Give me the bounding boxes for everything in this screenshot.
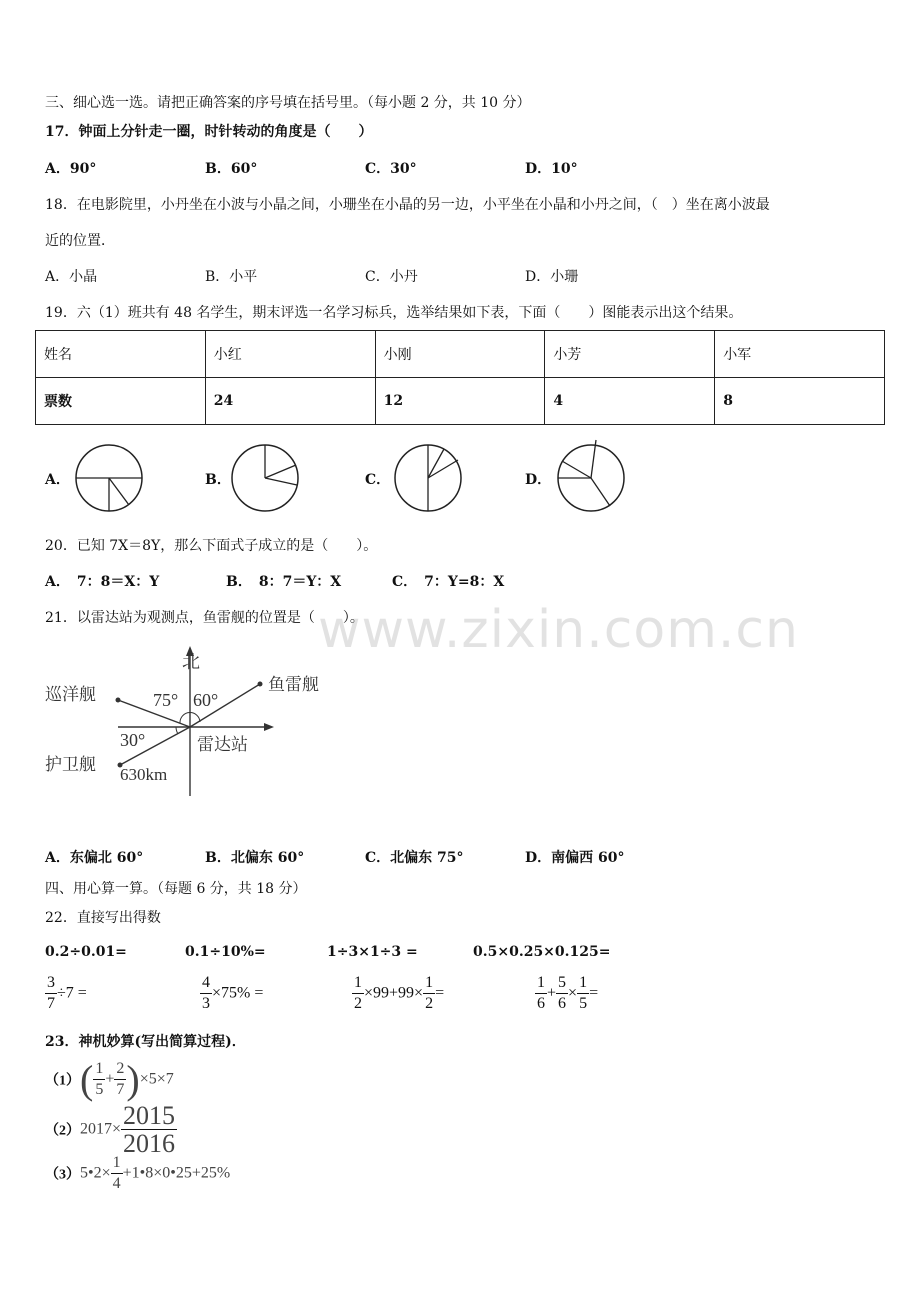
radar-label: 雷达站 [197, 735, 248, 754]
table-row [36, 331, 885, 378]
q18-stem-line1: 18．在电影院里，小丹坐在小波与小晶之间，小珊坐在小晶的另一边，小平坐在小晶和小丹之间，（ ）坐在离小波最 [45, 197, 770, 213]
q22-item-2: 0.1÷10%= [185, 944, 266, 960]
q22-item-1: 0.2÷0.01= [45, 944, 127, 960]
q22-expression-5 [45, 973, 87, 1014]
table-cell: 12 [375, 378, 545, 425]
q18-option-b: B．小平 [205, 269, 258, 285]
numerator: 5 [556, 973, 568, 994]
numerator: 1 [577, 973, 589, 994]
angle-30-label: 30° [120, 730, 146, 750]
q21-option-b: B．北偏东 60° [205, 850, 305, 866]
table-cell: 小芳 [545, 331, 715, 378]
expression-tail: ÷7 = [57, 984, 87, 1002]
operator: + [547, 984, 557, 1002]
q23-part-2 [45, 1102, 177, 1157]
numerator: 2015 [123, 1101, 176, 1130]
expression-tail: +1•8×0•25+25% [122, 1164, 231, 1182]
q22-item-4: 0.5×0.25×0.125= [473, 944, 611, 960]
q17-option-b: B．60° [205, 161, 258, 177]
radar-direction-diagram [40, 640, 340, 800]
part-label: （3） [45, 1167, 80, 1183]
table-cell: 票数 [36, 378, 206, 425]
q22-expression-8 [535, 973, 598, 1014]
q21-stem: 21．以雷达站为观测点，鱼雷舰的位置是（ ）。 [45, 610, 364, 626]
north-label: 北 [182, 652, 200, 672]
q22-expression-6 [200, 973, 263, 1014]
table-cell: 姓名 [36, 331, 206, 378]
numerator: 1 [423, 973, 435, 994]
pie-chart-b [229, 442, 301, 514]
right-paren: ) [126, 1057, 140, 1102]
q19-option-c-label: C． [365, 472, 391, 488]
expression-head: 5•2× [80, 1164, 111, 1182]
q17-stem: 17．钟面上分针走一圈，时针转动的角度是（ ） [45, 124, 373, 140]
denominator: 2 [425, 995, 434, 1012]
denominator: 2016 [123, 1129, 176, 1158]
expression-head: 2017× [80, 1120, 122, 1138]
expression-middle: ×99+99× [364, 984, 424, 1002]
q19-option-b-label: B． [205, 472, 231, 488]
q17-option-d: D．10° [525, 161, 578, 177]
q20-option-b: B． 8：7＝Y：X [226, 574, 342, 590]
table-row [36, 378, 885, 425]
q23-part-3 [45, 1153, 230, 1194]
denominator: 4 [112, 1175, 121, 1192]
expression-tail: = [435, 984, 445, 1002]
table-cell: 8 [715, 378, 885, 425]
denominator: 6 [537, 995, 545, 1012]
table-cell: 小军 [715, 331, 885, 378]
left-paren: ( [80, 1057, 94, 1102]
denominator: 7 [47, 995, 55, 1012]
q18-option-d: D．小珊 [525, 269, 579, 285]
denominator: 5 [95, 1081, 104, 1098]
q21-option-a: A．东偏北 60° [45, 850, 144, 866]
q19-option-a-label: A． [45, 472, 70, 488]
q21-option-c: C．北偏东 75° [365, 850, 464, 866]
q18-option-a: A．小晶 [45, 269, 98, 285]
numerator: 1 [93, 1059, 105, 1080]
numerator: 1 [352, 973, 364, 994]
table-cell: 24 [205, 378, 375, 425]
vote-table [35, 330, 885, 425]
pie-chart-c [392, 442, 464, 514]
cruiser-label: 巡洋舰 [45, 685, 96, 704]
table-cell: 小刚 [375, 331, 545, 378]
expression-tail: ×5×7 [139, 1070, 174, 1088]
operator: × [568, 984, 578, 1002]
q17-option-a: A．90° [45, 161, 97, 177]
pie-chart-a [73, 442, 145, 514]
angle-60-label: 60° [193, 690, 219, 710]
denominator: 5 [579, 995, 588, 1012]
expression-tail: ×75% = [212, 984, 264, 1002]
operator: + [105, 1070, 115, 1088]
table-cell: 4 [545, 378, 715, 425]
q19-option-d-label: D． [525, 472, 552, 488]
numerator: 1 [535, 973, 547, 994]
denominator: 7 [116, 1081, 125, 1098]
q18-stem-line2: 近的位置． [45, 233, 115, 249]
part-label: （1） [45, 1073, 80, 1089]
q23-stem: 23．神机妙算(写出简算过程)． [45, 1034, 246, 1050]
q17-option-c: C．30° [365, 161, 417, 177]
denominator: 3 [202, 995, 210, 1012]
q22-expression-7 [352, 973, 444, 1014]
expression-tail: = [589, 984, 599, 1002]
q20-option-a: A． 7：8＝X：Y [45, 574, 160, 590]
q23-part-1 [45, 1056, 174, 1103]
torpedo-label: 鱼雷舰 [268, 675, 319, 694]
watermark: www.zixin.com.cn [318, 600, 799, 660]
numerator: 4 [200, 973, 212, 994]
q20-option-c: C． 7：Y=8：X [392, 574, 505, 590]
numerator: 3 [45, 973, 57, 994]
q22-item-3: 1÷3×1÷3 = [327, 944, 418, 960]
q20-stem: 20．已知 7X＝8Y，那么下面式子成立的是（ ）。 [45, 538, 378, 554]
pie-chart-d [554, 438, 628, 512]
section-4-title: 四、用心算一算。（每题 6 分，共 18 分） [45, 881, 307, 897]
numerator: 1 [111, 1153, 123, 1174]
numerator: 2 [114, 1059, 126, 1080]
distance-label: 630km [120, 765, 168, 784]
q21-option-d: D．南偏西 60° [525, 850, 625, 866]
escort-label: 护卫舰 [45, 755, 96, 774]
q22-stem: 22．直接写出得数 [45, 910, 161, 926]
angle-75-label: 75° [153, 690, 179, 710]
q19-stem: 19．六（1）班共有 48 名学生，期末评选一名学习标兵，选举结果如下表，下面（ ）图能表示出这个结果。 [45, 305, 743, 321]
section-3-title: 三、细心选一选。请把正确答案的序号填在括号里。（每小题 2 分，共 10 分） [45, 95, 531, 111]
denominator: 2 [354, 995, 362, 1012]
q18-option-c: C．小丹 [365, 269, 418, 285]
part-label: （2） [45, 1123, 80, 1139]
denominator: 6 [558, 995, 567, 1012]
table-cell: 小红 [205, 331, 375, 378]
